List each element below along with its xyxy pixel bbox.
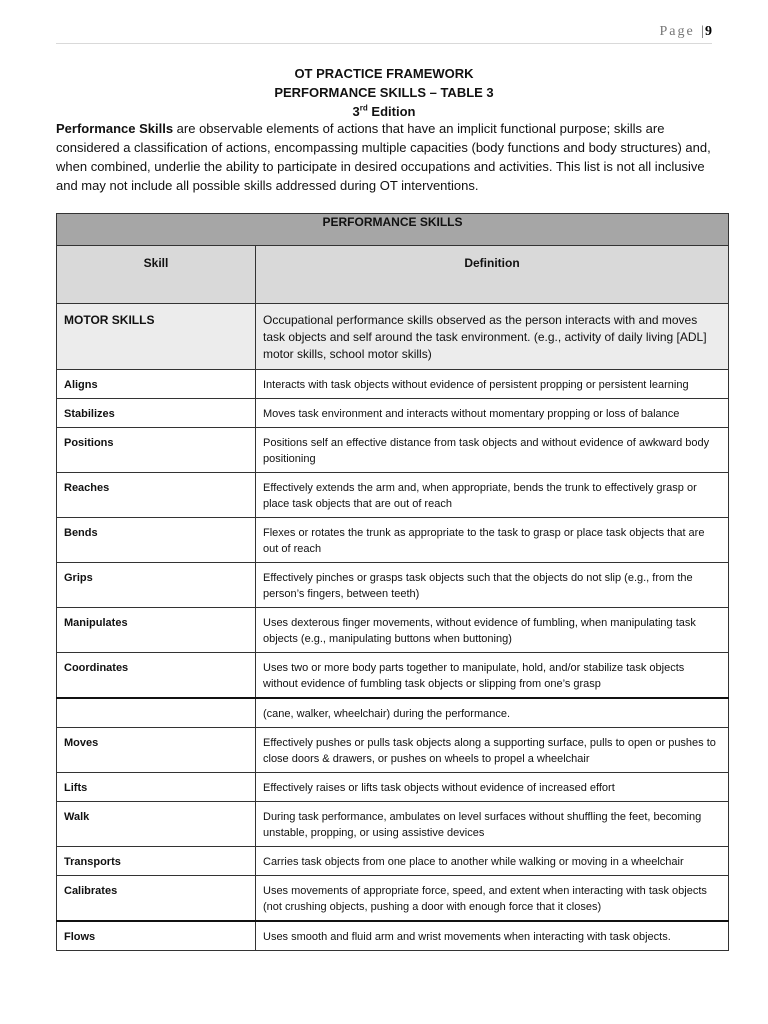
page-label: Page — [659, 24, 695, 39]
skill-name: Aligns — [57, 370, 256, 399]
column-header-skill: Skill — [57, 246, 256, 304]
skill-name: Bends — [57, 518, 256, 563]
table-row — [57, 921, 729, 951]
page-number: 9 — [705, 24, 712, 39]
skill-definition: (cane, walker, wheelchair) during the performance. — [256, 698, 729, 728]
skill-name — [57, 698, 256, 728]
document-titles — [56, 64, 712, 121]
edition-suffix: rd — [359, 103, 368, 113]
table-row — [57, 847, 729, 876]
table-row — [57, 802, 729, 847]
skill-name: Reaches — [57, 473, 256, 518]
table-row — [57, 473, 729, 518]
skill-definition: Uses dexterous finger movements, without evidence of fumbling, when manipulating task objects (e.g., manipulating buttons when buttoning) — [256, 608, 729, 653]
category-row — [57, 304, 729, 370]
table-header-row — [57, 246, 729, 304]
category-definition: Occupational performance skills observed as the person interacts with and moves task objects and self around the task environment. (e.g., activity of daily living [ADL] motor skills, school motor skills) — [256, 304, 729, 370]
table-row — [57, 653, 729, 699]
skill-definition: Effectively pinches or grasps task objects such that the objects do not slip (e.g., from the person’s fingers, between teeth) — [256, 563, 729, 608]
table-row — [57, 399, 729, 428]
skill-name: Positions — [57, 428, 256, 473]
table-caption-row — [57, 214, 729, 246]
skill-name: Walk — [57, 802, 256, 847]
table-caption: PERFORMANCE SKILLS — [57, 214, 729, 246]
skill-definition: Effectively raises or lifts task objects without evidence of increased effort — [256, 773, 729, 802]
table-row — [57, 773, 729, 802]
skill-name: Stabilizes — [57, 399, 256, 428]
skill-definition: During task performance, ambulates on level surfaces without shuffling the feet, becoming unstable, propping, or using assistive devices — [256, 802, 729, 847]
skill-definition: Positions self an effective distance from task objects and without evidence of awkward body positioning — [256, 428, 729, 473]
page-separator: | — [701, 24, 704, 39]
header-rule — [56, 43, 712, 44]
table-row — [57, 698, 729, 728]
edition-word: Edition — [371, 104, 416, 119]
category-skill: MOTOR SKILLS — [57, 304, 256, 370]
skill-definition: Uses movements of appropriate force, speed, and extent when interacting with task objects (not crushing objects, pushing a door with enough force that it closes) — [256, 876, 729, 922]
skill-name: Manipulates — [57, 608, 256, 653]
skill-name: Grips — [57, 563, 256, 608]
performance-skills-table — [56, 213, 729, 951]
skill-name: Flows — [57, 921, 256, 951]
skill-definition: Moves task environment and interacts without momentary propping or loss of balance — [256, 399, 729, 428]
table-row — [57, 728, 729, 773]
table-row — [57, 608, 729, 653]
title-line-2: PERFORMANCE SKILLS – TABLE 3 — [274, 85, 494, 100]
intro-paragraph — [56, 119, 716, 195]
skill-definition: Uses two or more body parts together to manipulate, hold, and/or stabilize task objects without evidence of fumbling task objects or slipping from one’s grasp — [256, 653, 729, 699]
skill-definition: Interacts with task objects without evidence of persistent propping or persistent learning — [256, 370, 729, 399]
intro-text: are observable elements of actions that have an implicit functional purpose; skills are considered a classification of actions, encompassing multiple capacities (body functions and body structures) and, when combined, underlie the ability to participate in desired occupations and activities. This list is not all inclusive and may not include all possible skills addressed during OT interventions. — [56, 121, 711, 193]
table-row — [57, 563, 729, 608]
column-header-definition: Definition — [256, 246, 729, 304]
skill-definition: Effectively pushes or pulls task objects along a supporting surface, pulls to open or pushes to close doors & drawers, or pushes on wheels to propel a wheelchair — [256, 728, 729, 773]
skill-definition: Uses smooth and fluid arm and wrist movements when interacting with task objects. — [256, 921, 729, 951]
skill-name: Coordinates — [57, 653, 256, 699]
skill-definition: Effectively extends the arm and, when appropriate, bends the trunk to effectively grasp or place task objects that are out of reach — [256, 473, 729, 518]
intro-bold-term: Performance Skills — [56, 121, 174, 136]
edition-number: 3 — [352, 104, 360, 119]
skill-definition: Carries task objects from one place to another while walking or moving in a wheelchair — [256, 847, 729, 876]
title-line-1: OT PRACTICE FRAMEWORK — [294, 66, 474, 81]
skill-name: Lifts — [57, 773, 256, 802]
table-row — [57, 428, 729, 473]
page-number-header — [659, 24, 712, 40]
skill-definition: Flexes or rotates the trunk as appropriate to the task to grasp or place task objects that are out of reach — [256, 518, 729, 563]
skill-name: Calibrates — [57, 876, 256, 922]
skill-name: Transports — [57, 847, 256, 876]
skill-name: Moves — [57, 728, 256, 773]
table-row — [57, 876, 729, 922]
table-row — [57, 370, 729, 399]
table-row — [57, 518, 729, 563]
